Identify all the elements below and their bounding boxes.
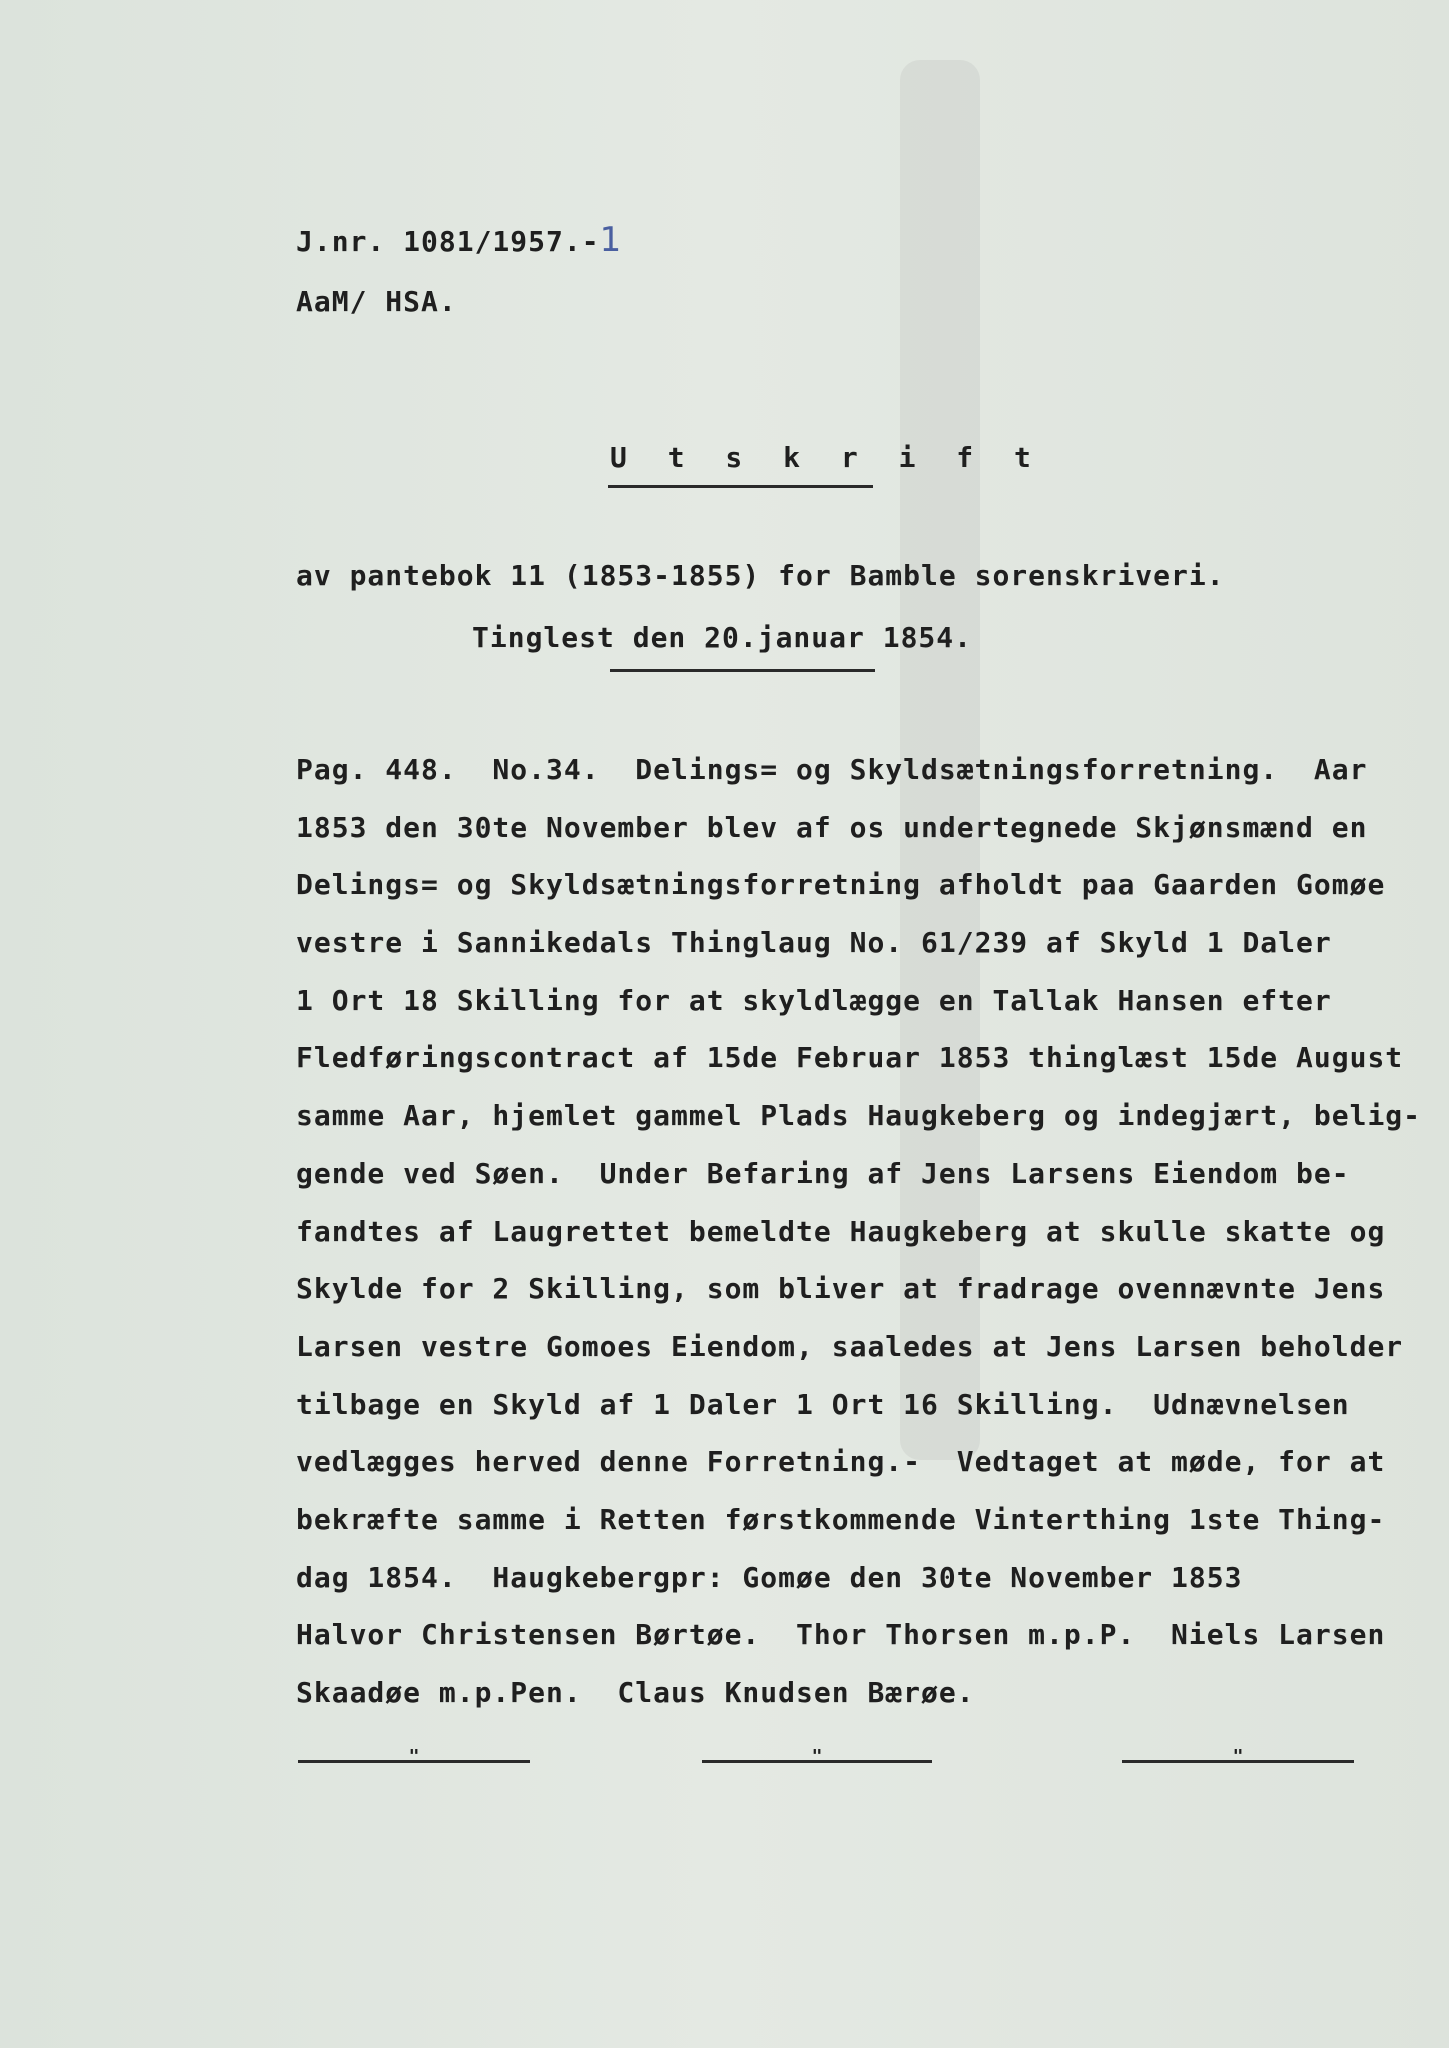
body-line: 1 Ort 18 Skilling for at skyldlægge en Tallak Hansen efter: [296, 983, 1332, 1017]
subtitle-line-1: av pantebok 11 (1853-1855) for Bamble sorenskriveri.: [296, 559, 1225, 592]
body-line: samme Aar, hjemlet gammel Plads Haugkeberg og indegjært, belig-: [296, 1099, 1422, 1133]
subtitle-line-2: Tinglest den 20.januar 1854.: [472, 621, 973, 654]
document-title: U t s k r i f t: [610, 441, 1043, 474]
body-line: Halvor Christensen Børtøe. Thor Thorsen m.p.P. Niels Larsen: [296, 1618, 1386, 1652]
body-line: vestre i Sannikedals Thinglaug No. 61/239 af Skyld 1 Daler: [296, 926, 1332, 960]
closing-rule-right: [1122, 1746, 1354, 1767]
body-line: Delings= og Skyldsætningsforretning afholdt paa Gaarden Gomøe: [296, 868, 1386, 902]
body-line: dag 1854. Haugkebergpr: Gomøe den 30te November 1853: [296, 1560, 1243, 1594]
body-line: bekræfte samme i Retten førstkommende Vinterthing 1ste Thing-: [296, 1502, 1386, 1536]
closing-rule-center: [702, 1746, 932, 1767]
transcript-body: [296, 752, 1422, 1733]
body-line: Fledføringscontract af 15de Februar 1853 thinglæst 15de August: [296, 1041, 1404, 1075]
ditto-mark: ": [1232, 1746, 1244, 1767]
body-line: Larsen vestre Gomoes Eiendom, saaledes at Jens Larsen beholder: [296, 1329, 1404, 1363]
closing-rule-left: [298, 1746, 530, 1767]
ditto-mark: ": [811, 1746, 823, 1767]
handwritten-annotation: 1: [599, 220, 623, 260]
body-line: gende ved Søen. Under Befaring af Jens Larsens Eiendom be-: [296, 1156, 1350, 1190]
body-line: Skylde for 2 Skilling, som bliver at fradrage ovennævnte Jens: [296, 1272, 1386, 1306]
body-line: vedlægges herved denne Forretning.- Vedtaget at møde, for at: [296, 1445, 1386, 1479]
body-line: Skaadøe m.p.Pen. Claus Knudsen Bærøe.: [296, 1676, 975, 1709]
title-underline: [608, 485, 873, 488]
ditto-mark: ": [408, 1746, 420, 1767]
body-line: 1853 den 30te November blev af os undertegnede Skjønsmænd en: [296, 810, 1368, 844]
initials: AaM/ HSA.: [296, 285, 457, 318]
body-line: Pag. 448. No.34. Delings= og Skyldsætningsforretning. Aar: [296, 753, 1368, 786]
body-line: fandtes af Laugrettet bemeldte Haugkeberg at skulle skatte og: [296, 1214, 1386, 1248]
section-divider: [610, 669, 875, 672]
body-line: tilbage en Skyld af 1 Daler 1 Ort 16 Skilling. Udnævnelsen: [296, 1387, 1350, 1421]
journal-reference: J.nr. 1081/1957.-1: [296, 220, 623, 260]
